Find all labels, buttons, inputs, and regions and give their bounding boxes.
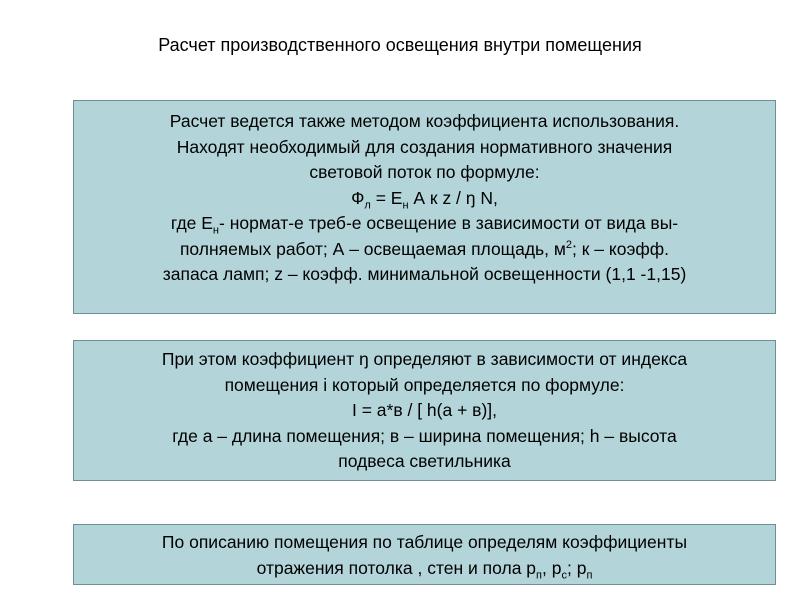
room-index-box [73, 340, 776, 481]
text-fragment: ; к – коэфф. [572, 238, 670, 259]
text-line [74, 237, 775, 263]
ceiling-subscript: п [536, 569, 542, 581]
text-line: световой поток по формуле: [309, 162, 540, 182]
text-line: где а – длина помещения; в – ширина помещения; h – высота [172, 425, 677, 446]
walls-subscript: с [561, 569, 567, 581]
formula-e-subscript: н [402, 199, 409, 211]
text-line [74, 211, 775, 237]
e-subscript: н [212, 224, 219, 237]
text-line: Находят необходимый для создания нормативного значения [176, 136, 673, 157]
floor-subscript: п [586, 569, 593, 581]
area-unit-superscript: 2 [565, 238, 573, 251]
page-title: Расчет производственного освещения внутри помещения [158, 35, 642, 55]
text-line: запаса ламп; z – коэфф. минимальной освещенности (1,1 -1,15) [162, 264, 687, 284]
formula-equals-e: = Е [370, 187, 403, 208]
text-fragment: полняемых работ; А – освещаемая площадь, м [179, 238, 566, 259]
text-fragment: отражения потолка , стен и пола р [256, 557, 537, 578]
room-index-formula: I = а*в / [ h(а + в)], [351, 400, 498, 420]
text-fragment: , р [542, 557, 562, 578]
reflection-coefficients-box [73, 524, 776, 585]
text-line: Расчет ведется также методом коэффициента использования. [169, 111, 680, 131]
text-line: При этом коэффициент ŋ определяют в зависимости от индекса [161, 349, 688, 369]
text-fragment: где Е [170, 213, 213, 233]
formula-phi-subscript: л [364, 199, 371, 211]
text-line [74, 556, 775, 582]
text-fragment: ; р [566, 557, 587, 578]
method-description-box [73, 100, 776, 314]
formula-rest: А к z / ŋ N, [408, 187, 498, 208]
luminous-flux-formula [74, 186, 775, 212]
text-line: помещения i который определяется по формуле: [224, 374, 625, 395]
formula-phi: Ф [351, 187, 365, 208]
text-fragment: - нормат-е треб-е освещение в зависимости от вида вы- [219, 213, 679, 233]
text-line: По описанию помещения по таблице определям коэффициенты [161, 532, 688, 552]
text-line: подвеса светильника [338, 451, 511, 471]
